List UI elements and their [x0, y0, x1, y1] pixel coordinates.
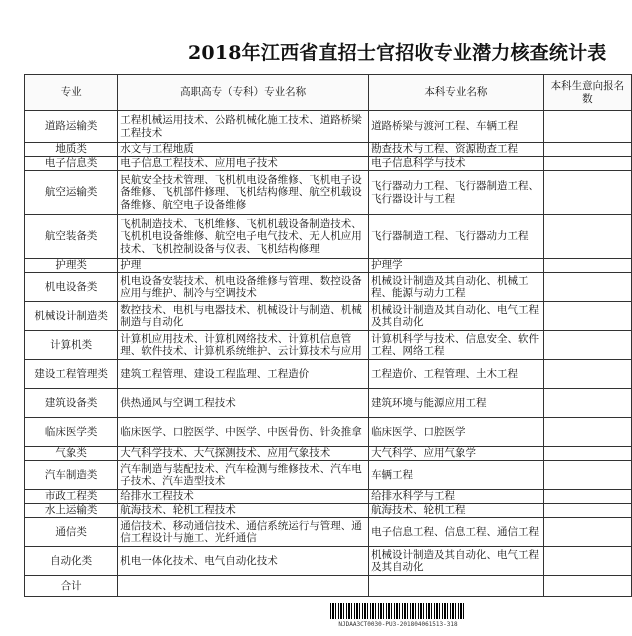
cell-count	[543, 418, 631, 447]
cell-bachelor: 工程造价、工程管理、土木工程	[369, 360, 544, 389]
cell-major: 汽车制造类	[25, 461, 118, 490]
table-row	[25, 273, 632, 302]
cell-major: 护理类	[25, 259, 118, 273]
cell-vocational: 机电设备安装技术、机电设备维修与管理、数控设备应用与维护、制冷与空调技术	[118, 273, 369, 302]
cell-bachelor: 大气科学、应用气象学	[369, 447, 544, 461]
cell-count	[543, 447, 631, 461]
header-major: 专业	[25, 75, 118, 111]
cell-bachelor: 道路桥梁与渡河工程、车辆工程	[369, 111, 544, 143]
table-row	[25, 171, 632, 215]
cell-count	[543, 490, 631, 504]
cell-vocational: 工程机械运用技术、公路机械化施工技术、道路桥梁工程技术	[118, 111, 369, 143]
cell-vocational: 航海技术、轮机工程技术	[118, 504, 369, 518]
cell-count	[543, 389, 631, 418]
cell-major: 道路运输类	[25, 111, 118, 143]
cell-count	[543, 171, 631, 215]
table-row	[25, 259, 632, 273]
table-row	[25, 518, 632, 547]
cell-count	[543, 273, 631, 302]
cell-major: 地质类	[25, 143, 118, 157]
cell-vocational: 建筑工程管理、建设工程监理、工程造价	[118, 360, 369, 389]
cell-major: 临床医学类	[25, 418, 118, 447]
table-row	[25, 447, 632, 461]
cell-bachelor: 护理学	[369, 259, 544, 273]
cell-bachelor: 机械设计制造及其自动化、机械工程、能源与动力工程	[369, 273, 544, 302]
cell-bachelor: 飞行器动力工程、飞行器制造工程、飞行器设计与工程	[369, 171, 544, 215]
cell-major: 航空运输类	[25, 171, 118, 215]
cell-count	[543, 157, 631, 171]
cell-count	[543, 143, 631, 157]
cell-vocational: 汽车制造与装配技术、汽车检测与维修技术、汽车电子技术、汽车造型技术	[118, 461, 369, 490]
cell-vocational: 民航安全技术管理、飞机机电设备维修、飞机电子设备维修、飞机部件修理、飞机结构修理、航空机载设备维修、航空电子设备维修	[118, 171, 369, 215]
cell-vocational: 大气科学技术、大气探测技术、应用气象技术	[118, 447, 369, 461]
cell-count	[543, 302, 631, 331]
cell-vocational: 水文与工程地质	[118, 143, 369, 157]
cell-vocational	[118, 576, 369, 597]
table-row	[25, 331, 632, 360]
cell-major: 气象类	[25, 447, 118, 461]
cell-major: 航空装备类	[25, 215, 118, 259]
barcode-image	[330, 603, 466, 619]
table-row	[25, 215, 632, 259]
cell-major: 电子信息类	[25, 157, 118, 171]
table-row	[25, 111, 632, 143]
table-row	[25, 302, 632, 331]
table-row	[25, 504, 632, 518]
cell-major: 计算机类	[25, 331, 118, 360]
cell-major: 水上运输类	[25, 504, 118, 518]
cell-major: 自动化类	[25, 547, 118, 576]
cell-count	[543, 576, 631, 597]
cell-count	[543, 461, 631, 490]
header-row	[25, 75, 632, 111]
cell-count	[543, 215, 631, 259]
cell-major: 机电设备类	[25, 273, 118, 302]
document-title: 2018年江西省直招士官招收专业潜力核查统计表	[188, 42, 607, 64]
cell-vocational: 电子信息工程技术、应用电子技术	[118, 157, 369, 171]
cell-count	[543, 111, 631, 143]
cell-bachelor: 电子信息工程、信息工程、通信工程	[369, 518, 544, 547]
cell-major: 建筑设备类	[25, 389, 118, 418]
cell-major: 机械设计制造类	[25, 302, 118, 331]
table-row	[25, 576, 632, 597]
table-row	[25, 547, 632, 576]
barcode-number: NJDAA3CT0030-PU3-201804061513-318	[338, 621, 458, 628]
header-count: 本科生意向报名数	[543, 75, 631, 111]
cell-count	[543, 360, 631, 389]
cell-major: 建设工程管理类	[25, 360, 118, 389]
cell-bachelor: 飞行器制造工程、飞行器动力工程	[369, 215, 544, 259]
cell-vocational: 数控技术、电机与电器技术、机械设计与制造、机械制造与自动化	[118, 302, 369, 331]
cell-vocational: 护理	[118, 259, 369, 273]
cell-vocational: 飞机制造技术、飞机维修、飞机机载设备制造技术、飞机机电设备维修、航空电子电气技术、无人机应用技术、飞机控制设备与仪表、飞机结构修理	[118, 215, 369, 259]
cell-vocational: 给排水工程技术	[118, 490, 369, 504]
cell-major: 市政工程类	[25, 490, 118, 504]
table-row	[25, 143, 632, 157]
header-vocational: 高职高专（专科）专业名称	[118, 75, 369, 111]
cell-count	[543, 331, 631, 360]
cell-bachelor: 机械设计制造及其自动化、电气工程及其自动化	[369, 302, 544, 331]
cell-vocational: 机电一体化技术、电气自动化技术	[118, 547, 369, 576]
cell-count	[543, 547, 631, 576]
cell-bachelor: 建筑环境与能源应用工程	[369, 389, 544, 418]
table-body	[25, 111, 632, 597]
cell-vocational: 临床医学、口腔医学、中医学、中医骨伤、针灸推拿	[118, 418, 369, 447]
header-bachelor: 本科专业名称	[369, 75, 544, 111]
table-row	[25, 461, 632, 490]
cell-major: 合计	[25, 576, 118, 597]
table-row	[25, 418, 632, 447]
cell-count	[543, 504, 631, 518]
cell-count	[543, 518, 631, 547]
cell-bachelor: 电子信息科学与技术	[369, 157, 544, 171]
major-table	[24, 74, 632, 597]
cell-vocational: 通信技术、移动通信技术、通信系统运行与管理、通信工程设计与施工、光纤通信	[118, 518, 369, 547]
cell-bachelor	[369, 576, 544, 597]
cell-count	[543, 259, 631, 273]
cell-bachelor: 临床医学、口腔医学	[369, 418, 544, 447]
table-row	[25, 490, 632, 504]
table-row	[25, 157, 632, 171]
cell-bachelor: 航海技术、轮机工程	[369, 504, 544, 518]
cell-bachelor: 车辆工程	[369, 461, 544, 490]
cell-major: 通信类	[25, 518, 118, 547]
cell-vocational: 计算机应用技术、计算机网络技术、计算机信息管理、软件技术、计算机系统维护、云计算技术与应用	[118, 331, 369, 360]
cell-bachelor: 计算机科学与技术、信息安全、软件工程、网络工程	[369, 331, 544, 360]
cell-bachelor: 机械设计制造及其自动化、电气工程及其自动化	[369, 547, 544, 576]
cell-bachelor: 勘查技术与工程、资源勘查工程	[369, 143, 544, 157]
cell-vocational: 供热通风与空调工程技术	[118, 389, 369, 418]
table-row	[25, 389, 632, 418]
cell-bachelor: 给排水科学与工程	[369, 490, 544, 504]
table-row	[25, 360, 632, 389]
